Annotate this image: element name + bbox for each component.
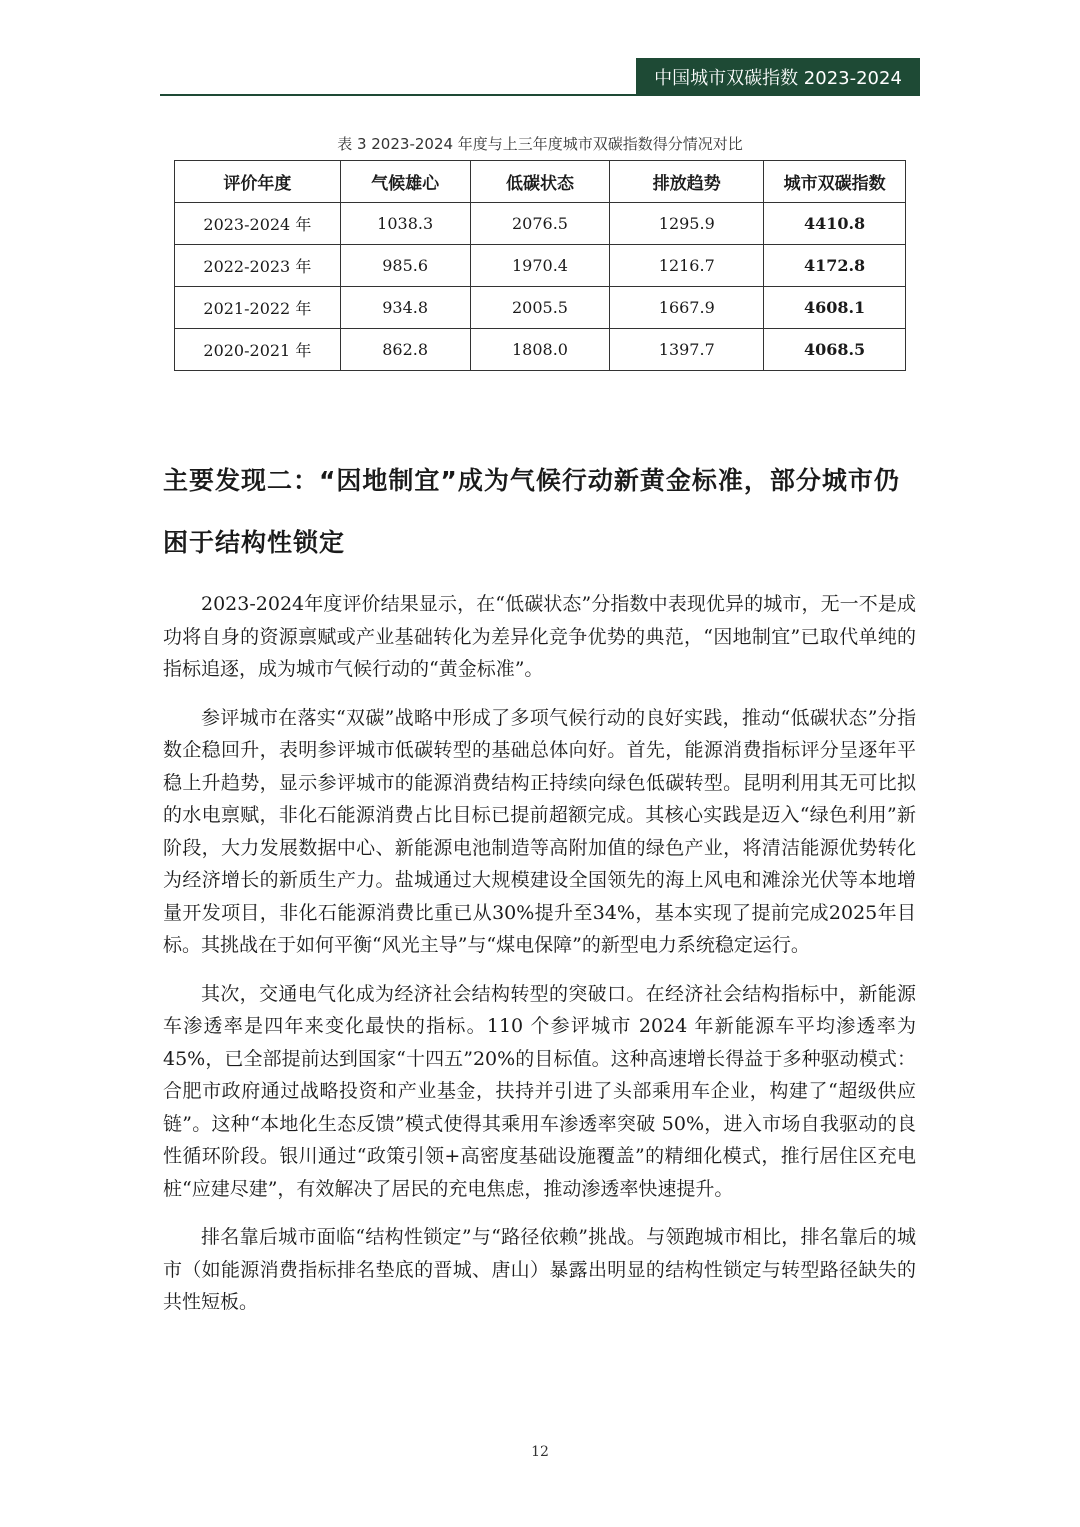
table-cell: 934.8: [340, 287, 470, 329]
paragraph: 其次，交通电气化成为经济社会结构转型的突破口。在经济社会结构指标中，新能源车渗透率是四年来变化最快的指标。110 个参评城市 2024 年新能源车平均渗透率为 45%，已全部提前达到国家“十四五”20%的目标值。这种高速增长得益于多种驱动模式：合肥市政府通过战略投资和产业基金，扶持并引进了头部乘用车企业，构建了“超级供应链”。这种“本地化生态反馈”模式使得其乘用车渗透率突破 50%，进入市场自我驱动的良性循环阶段。银川通过“政策引领+高密度基础设施覆盖”的精细化模式，推行居住区充电桩“应建尽建”，有效解决了居民的充电焦虑，推动渗透率快速提升。: [163, 982, 916, 1200]
table-cell: 1970.4: [470, 245, 610, 287]
table-cell: 1295.9: [610, 203, 764, 245]
table-cell: 2005.5: [470, 287, 610, 329]
table-cell: 2076.5: [470, 203, 610, 245]
table-cell-total: 4172.8: [764, 245, 906, 287]
table-cell: 985.6: [340, 245, 470, 287]
table-cell: 2021-2022 年: [175, 287, 341, 329]
table-cell-total: 4410.8: [764, 203, 906, 245]
column-header: 气候雄心: [340, 161, 470, 203]
paragraph: 排名靠后城市面临“结构性锁定”与“路径依赖”挑战。与领跑城市相比，排名靠后的城市（如能源消费指标排名垫底的晋城、唐山）暴露出明显的结构性锁定与转型路径缺失的共性短板。: [163, 1226, 916, 1313]
table-header-row: [175, 161, 906, 203]
table-cell: 1667.9: [610, 287, 764, 329]
table-cell: 2020-2021 年: [175, 329, 341, 371]
section-heading: 主要发现二：“因地制宜”成为气候行动新黄金标准，部分城市仍困于结构性锁定: [163, 466, 900, 557]
column-header: 低碳状态: [470, 161, 610, 203]
table-cell: 2022-2023 年: [175, 245, 341, 287]
table-cell: 1808.0: [470, 329, 610, 371]
column-header: 城市双碳指数: [764, 161, 906, 203]
table-row: [175, 245, 906, 287]
body-text: [163, 588, 916, 1335]
table-caption: 表 3 2023-2024 年度与上三年度城市双碳指数得分情况对比: [337, 135, 743, 153]
page-number: 12: [531, 1444, 549, 1460]
table-cell: 1216.7: [610, 245, 764, 287]
table-cell: 1038.3: [340, 203, 470, 245]
column-header: 排放趋势: [610, 161, 764, 203]
table-cell-total: 4608.1: [764, 287, 906, 329]
table-cell: 2023-2024 年: [175, 203, 341, 245]
table-cell: 862.8: [340, 329, 470, 371]
table-row: [175, 329, 906, 371]
paragraph: 参评城市在落实“双碳”战略中形成了多项气候行动的良好实践，推动“低碳状态”分指数企稳回升，表明参评城市低碳转型的基础总体向好。首先，能源消费指标评分呈逐年平稳上升趋势，显示参评城市的能源消费结构正持续向绿色低碳转型。昆明利用其无可比拟的水电禀赋，非化石能源消费占比目标已提前超额完成。其核心实践是迈入“绿色利用”新阶段，大力发展数据中心、新能源电池制造等高附加值的绿色产业，将清洁能源优势转化为经济增长的新质生产力。盐城通过大规模建设全国领先的海上风电和滩涂光伏等本地增量开发项目，非化石能源消费比重已从30%提升至34%，基本实现了提前完成2025年目标。其挑战在于如何平衡“风光主导”与“煤电保障”的新型电力系统稳定运行。: [163, 706, 916, 956]
table-row: [175, 287, 906, 329]
table-cell-total: 4068.5: [764, 329, 906, 371]
table-row: [175, 203, 906, 245]
header-title: 中国城市双碳指数 2023-2024: [636, 58, 920, 96]
column-header: 评价年度: [175, 161, 341, 203]
score-comparison-table: [174, 160, 906, 371]
paragraph: 2023-2024年度评价结果显示，在“低碳状态”分指数中表现优异的城市，无一不是成功将自身的资源禀赋或产业基础转化为差异化竞争优势的典范，“因地制宜”已取代单纯的指标追逐，成为城市气候行动的“黄金标准”。: [163, 593, 916, 680]
table-cell: 1397.7: [610, 329, 764, 371]
